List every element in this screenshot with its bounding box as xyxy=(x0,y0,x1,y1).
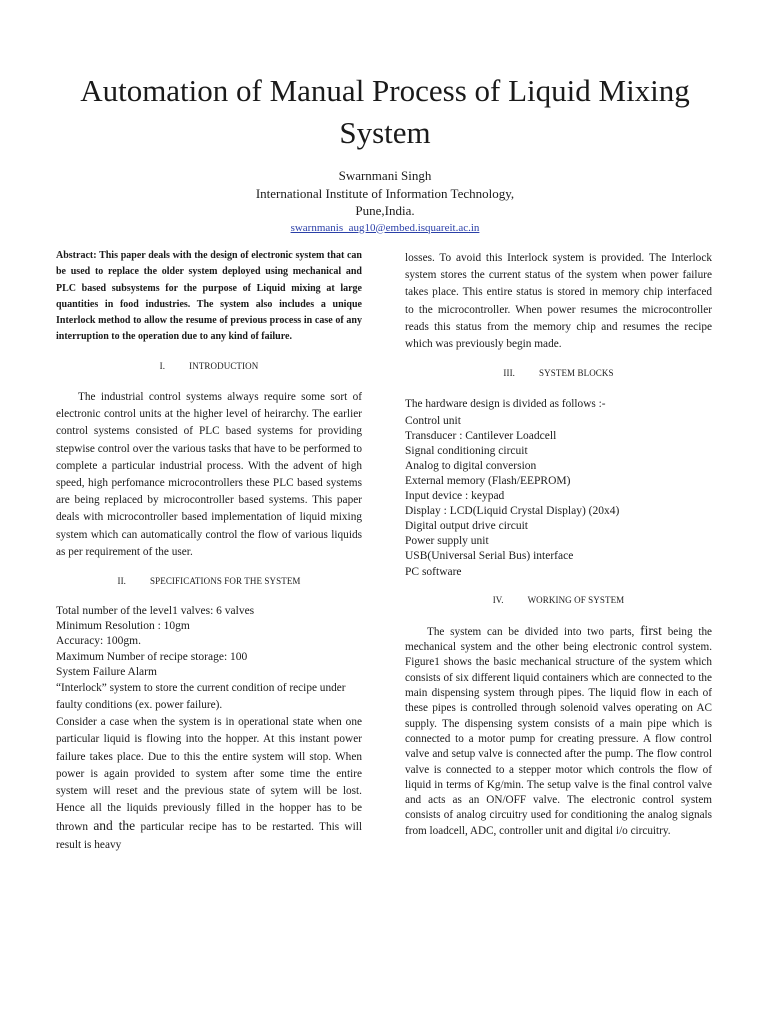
failure-case-text: Consider a case when the system is in operational state when one particular liquid is flowing into the hopper. At this instant power failure takes place. Due to this the entire system will stop. When power is again provided to system after some time the entire system will reset and the previous state of sytem will be lost. Hence all the liquids previously filled in the hopper has to be thrown xyxy=(56,716,362,834)
section-heading-working xyxy=(405,592,712,609)
right-column xyxy=(405,250,712,839)
section-number: II. xyxy=(117,576,127,587)
working-text: being the mechanical system and the other being electronic control system. Figure1 shows the basic mechanical structure of the system which consists of six different liquid containers which are connected to the main dispensing system through pipes. The liquid flow in each of these pipes is controlled through solenoid valves operating on AC supply. The dispensing system consists of a main pipe which is connected to a motor pump for creating pressure. A flow control valve and setup valve is connected after the pump. The flow control valve is connected to a stepper motor which controls the flow of liquid in terms of Kg/min. The setup valve is the final control valve and acts as an ON/OFF valve. The electronic control system consists of analog circuitry used for conditioning the analog signals from loadcell, ADC, controller unit and digital i/o circuitry. xyxy=(405,625,713,837)
left-column xyxy=(56,248,362,854)
author-block xyxy=(160,167,610,237)
working-paragraph xyxy=(405,623,712,839)
blocks-intro: The hardware design is divided as follows :- xyxy=(405,398,606,411)
section-heading-specifications xyxy=(56,573,362,590)
introduction-paragraph: The industrial control systems always require some sort of electronic control units at the higher level of heirarchy. The earlier control systems consisted of PLC based systems for providing stepwise control over the various tasks that have to be performed to complete a particular industrial process. With the advent of high speed, high perfomance microcontrollers these PLC based systems are being replaced by microcontroller based systems. This paper deals with microcontroller based implementation of liquid mixing system which can automatically control the flow of various liquids as per requirement of the user. xyxy=(56,390,362,558)
system-blocks-list xyxy=(405,414,712,580)
list-item: Input device : keypad xyxy=(405,490,505,503)
list-item: Analog to digital conversion xyxy=(405,459,537,472)
interlock-paragraph: “Interlock” system to store the current condition of recipe under faulty conditions (ex. power failure). xyxy=(56,681,346,711)
list-item: System Failure Alarm xyxy=(56,665,157,678)
list-item: USB(Universal Serial Bus) interface xyxy=(405,550,574,563)
section-heading-introduction xyxy=(56,358,362,375)
list-item: Minimum Resolution : 10gm xyxy=(56,620,190,633)
failure-case-text-large: and the xyxy=(93,818,136,834)
working-emphasis: first xyxy=(640,622,662,638)
failure-case-text-end: particular recipe has to be restarted. This will result is heavy xyxy=(56,821,362,851)
list-item: Maximum Number of recipe storage: 100 xyxy=(56,650,248,663)
list-item: Accuracy: 100gm. xyxy=(56,635,141,648)
paper-title: Automation of Manual Process of Liquid Mixing System xyxy=(80,73,690,150)
continued-paragraph: losses. To avoid this Interlock system is provided. The Interlock system stores the current status of the system when power failure takes place. This entire status is stored in memory chip interfaced to the microcontroller. When power resumes the microcontroller reads this status from the memory chip and resumes the recipe which was previously begin made. xyxy=(405,252,712,351)
failure-case-paragraph xyxy=(56,714,362,854)
author-institute: International Institute of Information Technology, xyxy=(255,185,515,201)
list-item: External memory (Flash/EEPROM) xyxy=(405,475,571,487)
section-title: SPECIFICATIONS FOR THE SYSTEM xyxy=(150,576,301,587)
list-item: Power supply unit xyxy=(405,535,489,548)
list-item: PC software xyxy=(405,565,462,578)
author-location: Pune,India. xyxy=(355,203,415,218)
section-number: I. xyxy=(159,360,166,371)
section-title: WORKING OF SYSTEM xyxy=(527,594,625,605)
abstract: Abstract: This paper deals with the design of electronic system that can be used to replace the older system deployed using mechanical and PLC based subsystems for the purpose of Liquid mixing at large quantities in food industries. The system also includes a unique Interlock method to allow the resume of previous process in case of any interruption to the operation due to any kind of failure. xyxy=(56,250,362,343)
working-lead: The system can be divided into two parts, xyxy=(427,625,635,638)
list-item: Control unit xyxy=(405,414,461,427)
list-item: Transducer : Cantilever Loadcell xyxy=(405,429,557,442)
author-name: Swarnmani Singh xyxy=(338,168,432,183)
section-heading-system-blocks xyxy=(405,365,712,382)
list-item: Digital output drive circuit xyxy=(405,520,528,533)
list-item: Total number of the level1 valves: 6 valves xyxy=(56,605,255,618)
section-title: SYSTEM BLOCKS xyxy=(539,368,614,379)
author-email[interactable]: swarnmanis_aug10@embed.isquareit.ac.in xyxy=(290,221,480,234)
section-title: INTRODUCTION xyxy=(189,360,259,371)
section-number: III. xyxy=(503,368,516,379)
list-item: Display : LCD(Liquid Crystal Display) (20x4) xyxy=(405,505,620,518)
specifications-list xyxy=(56,604,362,679)
list-item: Signal conditioning circuit xyxy=(405,444,528,457)
section-number: IV. xyxy=(492,594,504,605)
